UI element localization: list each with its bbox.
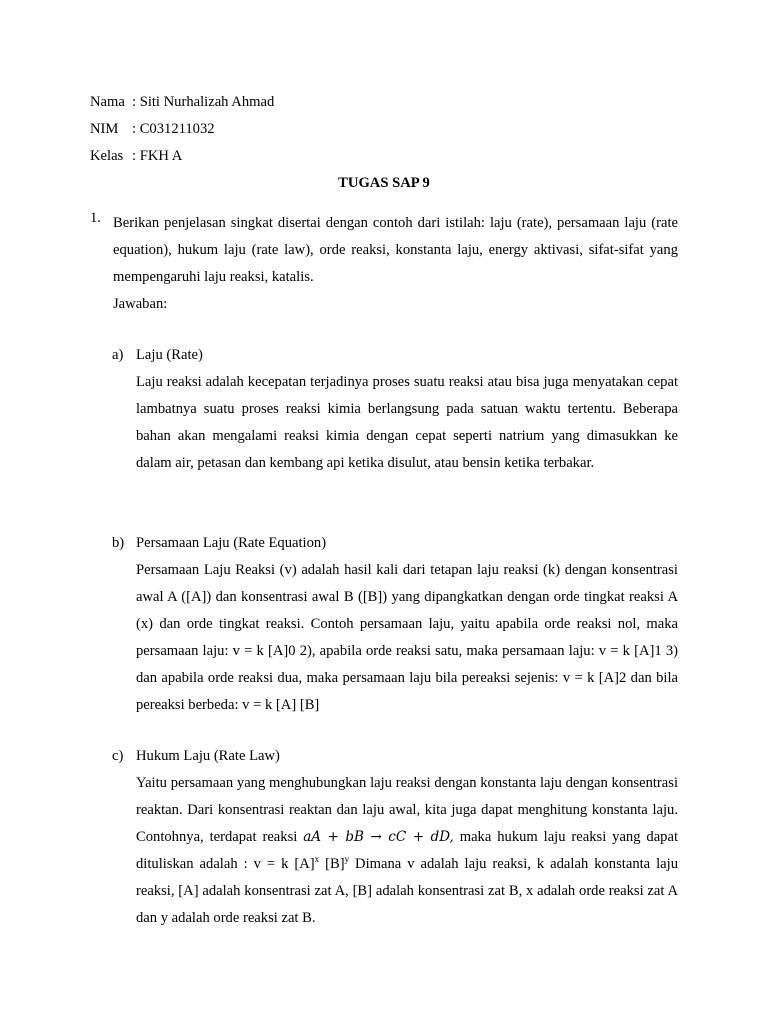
reaction-equation: aA + bB → cC + dD, xyxy=(303,829,454,845)
nim-value: : C031211032 xyxy=(132,121,215,137)
nim-row xyxy=(90,119,274,146)
section-b-body: Persamaan Laju Reaksi (v) adalah hasil kali dari tetapan laju reaksi (k) dengan konsentrasi awal A ([A]) dan konsentrasi awal B ([B]) yang dipangkatkan dengan orde tingkat reaksi A (x) dan orde tingkat reaksi. Contoh persamaan laju, yaitu apabila orde reaksi nol, maka persamaan laju: v = k [A]0 2), apabila orde reaksi satu, maka persamaan laju: v = k [A]1 3) dan apabila orde reaksi dua, maka persamaan laju bila pereaksi sejenis: v = k [A]2 dan bila pereaksi berbeda: v = k [A] [B] xyxy=(136,562,678,713)
question-number: 1. xyxy=(90,210,101,226)
identity-header xyxy=(90,92,274,173)
section-a xyxy=(112,342,678,477)
section-c-letter: c) xyxy=(112,748,124,764)
section-c-text-2: maka hukum laju reaksi yang dapat dituliskan adalah : v = k [A] xyxy=(136,829,679,872)
question-1 xyxy=(90,210,678,318)
section-c-text-3: [B] xyxy=(319,856,345,872)
nim-label: NIM xyxy=(90,121,119,137)
nama-row xyxy=(90,92,274,119)
nama-value: : Siti Nurhalizah Ahmad xyxy=(132,94,275,110)
page-title: TUGAS SAP 9 xyxy=(338,175,430,191)
question-text: Berikan penjelasan singkat disertai dengan contoh dari istilah: laju (rate), persamaan laju (rate equation), hukum laju (rate law), orde reaksi, konstanta laju, energy aktivasi, sifat-sifat yang mempengaruhi laju reaksi, katalis. xyxy=(113,215,678,285)
kelas-label: Kelas xyxy=(90,148,124,164)
section-c-text-1: Yaitu persamaan yang menghubungkan laju reaksi dengan konstanta laju dengan konsentrasi reaktan. Dari konsentrasi reaktan dan laju awal, kita juga dapat menghitung konstanta laju. Contohnya, terdapat reaksi xyxy=(136,775,678,845)
section-c-text-4: Dimana v adalah laju reaksi, k adalah konstanta laju reaksi, [A] adalah konsentrasi zat A, [B] adalah konsentrasi zat B, x adalah orde reaksi zat A dan y adalah orde reaksi zat B. xyxy=(136,856,679,926)
exponent-x: x xyxy=(314,854,320,864)
section-b-letter: b) xyxy=(112,535,125,551)
kelas-value: : FKH A xyxy=(132,148,183,164)
section-c xyxy=(112,743,678,932)
kelas-row xyxy=(90,146,274,173)
section-c-title: Hukum Laju (Rate Law) xyxy=(136,748,280,764)
section-c-body xyxy=(136,770,678,932)
answer-label: Jawaban: xyxy=(113,296,168,312)
nama-label: Nama xyxy=(90,94,125,110)
section-a-title: Laju (Rate) xyxy=(136,347,203,363)
exponent-y: y xyxy=(344,854,350,864)
section-b-title: Persamaan Laju (Rate Equation) xyxy=(136,535,327,551)
section-a-body: Laju reaksi adalah kecepatan terjadinya proses suatu reaksi atau bisa juga menyatakan cepat lambatnya suatu proses reaksi kimia berlangsung pada satuan waktu tertentu. Beberapa bahan akan mengalami reaksi kimia dengan cepat seperti natrium yang dimasukkan ke dalam air, petasan dan kembang api ketika disulut, atau bensin ketika terbakar. xyxy=(136,374,678,471)
section-b xyxy=(112,530,678,719)
section-a-letter: a) xyxy=(112,347,124,363)
